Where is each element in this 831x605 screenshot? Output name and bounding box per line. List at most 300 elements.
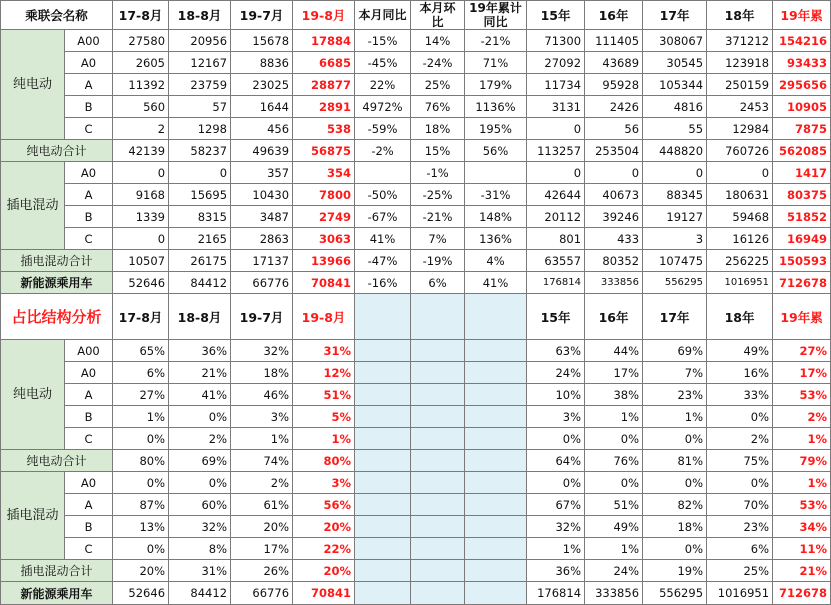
- t2-phev_c-cell: 17%: [231, 538, 293, 560]
- t1-bev_a-cell: 295656: [773, 74, 831, 96]
- t1-phev_b-cell: 51852: [773, 206, 831, 228]
- t1-row-bev-total: [1, 140, 831, 162]
- t2-phev_a0-cell: [411, 472, 465, 494]
- t1-nev_total-cell: 556295: [643, 272, 707, 294]
- t2-phev_a0-cell: 0%: [707, 472, 773, 494]
- t2-phev_a0-cell: 3%: [293, 472, 355, 494]
- t1-bev_a0-cell: 30545: [643, 52, 707, 74]
- t2-bev_c-cell: 0%: [113, 428, 169, 450]
- t1-phev_total-cell: 107475: [643, 250, 707, 272]
- t2-bev_a00-cell: 32%: [231, 340, 293, 362]
- t1-row-bev_a: [1, 74, 831, 96]
- t2-phev_b-cell: 23%: [707, 516, 773, 538]
- t1-bev_a-cell: 28877: [293, 74, 355, 96]
- t2-phev_a0-cell: 0%: [169, 472, 231, 494]
- t1-row-phev_c: [1, 228, 831, 250]
- t1-bev_a00-cell: 111405: [585, 30, 643, 52]
- t1-phev_a-cell: -25%: [411, 184, 465, 206]
- t1-phev_a-cell: 42644: [527, 184, 585, 206]
- t2-row-phev-total: [1, 560, 831, 582]
- t1-nev_total-cell: 84412: [169, 272, 231, 294]
- t1-phev_b-cell: 19127: [643, 206, 707, 228]
- t1-bev_a0-cell: 93433: [773, 52, 831, 74]
- t1-phev_total-cell: 80352: [585, 250, 643, 272]
- t1-bev_c-cell: 456: [231, 118, 293, 140]
- t1-phev_a-cell: 15695: [169, 184, 231, 206]
- t1-nev_total-cell: 333856: [585, 272, 643, 294]
- t2-row-bev_c: [1, 428, 831, 450]
- t2-nev_total-cell: [355, 582, 411, 605]
- header-row: [1, 1, 831, 30]
- ratio-header-m1708: 17-8月: [113, 294, 169, 340]
- header-y15: 15年: [527, 1, 585, 30]
- t2-phev_c-cell: 22%: [293, 538, 355, 560]
- t2-bev_b-cell: 5%: [293, 406, 355, 428]
- t2-phev_c-cell: 1%: [527, 538, 585, 560]
- t1-row-phev_b: [1, 206, 831, 228]
- t2-bev_total-cell: 81%: [643, 450, 707, 472]
- t2-bev_a00-cell: 63%: [527, 340, 585, 362]
- t2-bev_a00-cell: 44%: [585, 340, 643, 362]
- t1-bev_a00-cell: 154216: [773, 30, 831, 52]
- t2-phev_b-cell: 34%: [773, 516, 831, 538]
- t2-phev_total-cell: [355, 560, 411, 582]
- t2-bev_b-cell: 2%: [773, 406, 831, 428]
- t2-row-bev_b: [1, 406, 831, 428]
- t1-bev_c-cell: 195%: [465, 118, 527, 140]
- t1-bev_b-cell: 57: [169, 96, 231, 118]
- t2-phev_c-cell: [411, 538, 465, 560]
- t1-phev_c-cell: 3: [643, 228, 707, 250]
- t2-phev_a-cell: 82%: [643, 494, 707, 516]
- t1-phev_total-cell: 256225: [707, 250, 773, 272]
- t1-phev_total-cell: 63557: [527, 250, 585, 272]
- t1-bev_b-cell: 4972%: [355, 96, 411, 118]
- t1-phev_c-cell: 2863: [231, 228, 293, 250]
- t1-bev_c-cell: 1298: [169, 118, 231, 140]
- t1-bev_b-cell: 2453: [707, 96, 773, 118]
- t2-bev_b-cell: 3%: [231, 406, 293, 428]
- t1-row-nev-total: [1, 272, 831, 294]
- t2-bev_a00-cell: [355, 340, 411, 362]
- t2-phev_total-cell: 36%: [527, 560, 585, 582]
- ratio-header-m1908: 19-8月: [293, 294, 355, 340]
- t2-row-phev_c: [1, 538, 831, 560]
- t2-phev_b-cell: 20%: [293, 516, 355, 538]
- t1-bev_total-cell: 448820: [643, 140, 707, 162]
- t2-phev_total-cell: 31%: [169, 560, 231, 582]
- t2-nev_total-cell: 333856: [585, 582, 643, 605]
- t1-bev_b-cell: 76%: [411, 96, 465, 118]
- t2-bev_a-cell: 33%: [707, 384, 773, 406]
- t1-phev_a-cell: 7800: [293, 184, 355, 206]
- header-y16: 16年: [585, 1, 643, 30]
- t1-bev_a00-cell: 371212: [707, 30, 773, 52]
- t2-nev_total-cell: 70841: [293, 582, 355, 605]
- ratio-header-blank: [465, 294, 527, 340]
- subcategory-label: A: [65, 184, 113, 206]
- t2-bev_a0-cell: 17%: [773, 362, 831, 384]
- ratio-header-y15: 15年: [527, 294, 585, 340]
- phev-total-label: 插电混动合计: [1, 560, 113, 582]
- t1-bev_b-cell: 560: [113, 96, 169, 118]
- t1-phev_a0-cell: [465, 162, 527, 184]
- t1-nev_total-cell: 41%: [465, 272, 527, 294]
- t1-bev_c-cell: 18%: [411, 118, 465, 140]
- subcategory-label: A0: [65, 362, 113, 384]
- t2-bev_c-cell: [411, 428, 465, 450]
- t2-nev_total-cell: 556295: [643, 582, 707, 605]
- t2-phev_a-cell: 67%: [527, 494, 585, 516]
- t2-phev_a-cell: 87%: [113, 494, 169, 516]
- subcategory-label: A: [65, 494, 113, 516]
- t1-phev_total-cell: 150593: [773, 250, 831, 272]
- t2-phev_a-cell: 51%: [585, 494, 643, 516]
- t2-bev_b-cell: [355, 406, 411, 428]
- t2-phev_a-cell: 61%: [231, 494, 293, 516]
- t1-bev_a00-cell: 71300: [527, 30, 585, 52]
- t1-phev_c-cell: 2165: [169, 228, 231, 250]
- t1-phev_a0-cell: 0: [527, 162, 585, 184]
- t1-bev_a0-cell: 71%: [465, 52, 527, 74]
- t1-phev_b-cell: 148%: [465, 206, 527, 228]
- t2-phev_b-cell: 32%: [527, 516, 585, 538]
- t2-bev_b-cell: 1%: [585, 406, 643, 428]
- t2-bev_a0-cell: [465, 362, 527, 384]
- ratio-header-blank: [355, 294, 411, 340]
- t1-bev_a0-cell: -45%: [355, 52, 411, 74]
- ratio-header-blank: [411, 294, 465, 340]
- t1-phev_a0-cell: 0: [169, 162, 231, 184]
- t2-bev_a-cell: 53%: [773, 384, 831, 406]
- t2-nev_total-cell: 84412: [169, 582, 231, 605]
- t1-bev_total-cell: 253504: [585, 140, 643, 162]
- ratio-header-y17: 17年: [643, 294, 707, 340]
- t2-phev_a-cell: 70%: [707, 494, 773, 516]
- ratio-header-row: [1, 294, 831, 340]
- t1-phev_b-cell: 8315: [169, 206, 231, 228]
- t1-phev_c-cell: 801: [527, 228, 585, 250]
- t2-phev_c-cell: 0%: [113, 538, 169, 560]
- t2-phev_a0-cell: 1%: [773, 472, 831, 494]
- t1-bev_c-cell: 7875: [773, 118, 831, 140]
- t2-phev_total-cell: 21%: [773, 560, 831, 582]
- header-y18: 18年: [707, 1, 773, 30]
- t2-phev_a-cell: [465, 494, 527, 516]
- t1-row-phev_a: [1, 184, 831, 206]
- t1-phev_a0-cell: 0: [643, 162, 707, 184]
- t2-row-phev_a: [1, 494, 831, 516]
- t2-row-bev_a0: [1, 362, 831, 384]
- t1-bev_c-cell: -59%: [355, 118, 411, 140]
- t2-phev_a-cell: 60%: [169, 494, 231, 516]
- header-m1808: 18-8月: [169, 1, 231, 30]
- t1-phev_c-cell: 16126: [707, 228, 773, 250]
- t2-phev_a0-cell: 2%: [231, 472, 293, 494]
- t2-row-phev_b: [1, 516, 831, 538]
- t1-bev_a-cell: 23025: [231, 74, 293, 96]
- subcategory-label: B: [65, 516, 113, 538]
- t2-bev_c-cell: 0%: [585, 428, 643, 450]
- t1-phev_c-cell: 0: [113, 228, 169, 250]
- t2-bev_a-cell: 10%: [527, 384, 585, 406]
- t2-bev_a00-cell: 65%: [113, 340, 169, 362]
- t1-nev_total-cell: 6%: [411, 272, 465, 294]
- t2-bev_b-cell: 1%: [643, 406, 707, 428]
- t2-bev_a00-cell: 69%: [643, 340, 707, 362]
- t1-bev_total-cell: 42139: [113, 140, 169, 162]
- t1-phev_a0-cell: 0: [585, 162, 643, 184]
- t1-nev_total-cell: 52646: [113, 272, 169, 294]
- t1-phev_b-cell: 39246: [585, 206, 643, 228]
- t1-phev_a-cell: 9168: [113, 184, 169, 206]
- t1-bev_a-cell: 22%: [355, 74, 411, 96]
- t1-bev_a0-cell: -24%: [411, 52, 465, 74]
- t2-phev_b-cell: 49%: [585, 516, 643, 538]
- t1-phev_a-cell: 40673: [585, 184, 643, 206]
- t2-phev_a0-cell: 0%: [527, 472, 585, 494]
- t2-bev_c-cell: 1%: [231, 428, 293, 450]
- t2-phev_total-cell: [411, 560, 465, 582]
- t1-phev_total-cell: 13966: [293, 250, 355, 272]
- t2-bev_a-cell: 38%: [585, 384, 643, 406]
- bev-total-label: 纯电动合计: [1, 450, 113, 472]
- t2-bev_a00-cell: 36%: [169, 340, 231, 362]
- header-ytd_yoy: 19年累计同比: [465, 1, 527, 30]
- t1-phev_total-cell: 17137: [231, 250, 293, 272]
- subcategory-label: C: [65, 428, 113, 450]
- t1-bev_total-cell: -2%: [355, 140, 411, 162]
- t1-phev_b-cell: -67%: [355, 206, 411, 228]
- t1-bev_a00-cell: 27580: [113, 30, 169, 52]
- t2-phev_c-cell: 1%: [585, 538, 643, 560]
- t1-nev_total-cell: -16%: [355, 272, 411, 294]
- subcategory-label: A: [65, 384, 113, 406]
- t2-nev_total-cell: 52646: [113, 582, 169, 605]
- t1-bev_b-cell: 2426: [585, 96, 643, 118]
- t1-row-bev_a0: [1, 52, 831, 74]
- t2-phev_total-cell: 20%: [293, 560, 355, 582]
- t1-bev_total-cell: 56875: [293, 140, 355, 162]
- t1-nev_total-cell: 712678: [773, 272, 831, 294]
- t1-phev_c-cell: 3063: [293, 228, 355, 250]
- t2-row-bev-total: [1, 450, 831, 472]
- t1-bev_a-cell: 105344: [643, 74, 707, 96]
- t2-bev_c-cell: 1%: [293, 428, 355, 450]
- t1-bev_a0-cell: 6685: [293, 52, 355, 74]
- t1-bev_a00-cell: 17884: [293, 30, 355, 52]
- header-mom: 本月环比: [411, 1, 465, 30]
- t1-phev_b-cell: 1339: [113, 206, 169, 228]
- t1-bev_a00-cell: 15678: [231, 30, 293, 52]
- t1-phev_a0-cell: 0: [707, 162, 773, 184]
- t2-bev_b-cell: 3%: [527, 406, 585, 428]
- t2-nev_total-cell: 66776: [231, 582, 293, 605]
- t2-bev_a00-cell: [411, 340, 465, 362]
- t2-phev_a0-cell: 0%: [643, 472, 707, 494]
- t2-phev_a-cell: [355, 494, 411, 516]
- t2-bev_total-cell: 79%: [773, 450, 831, 472]
- t1-phev_b-cell: 2749: [293, 206, 355, 228]
- subcategory-label: A0: [65, 52, 113, 74]
- t2-bev_b-cell: 0%: [169, 406, 231, 428]
- t2-bev_total-cell: [465, 450, 527, 472]
- t2-bev_a-cell: 27%: [113, 384, 169, 406]
- t2-row-bev_a: [1, 384, 831, 406]
- t1-row-bev_c: [1, 118, 831, 140]
- category-bev: 纯电动: [1, 30, 65, 140]
- t2-phev_b-cell: 13%: [113, 516, 169, 538]
- t1-row-bev_a00: [1, 30, 831, 52]
- t2-phev_total-cell: 19%: [643, 560, 707, 582]
- t1-bev_total-cell: 562085: [773, 140, 831, 162]
- t2-phev_c-cell: 11%: [773, 538, 831, 560]
- t2-bev_a00-cell: 49%: [707, 340, 773, 362]
- t1-bev_a-cell: 11392: [113, 74, 169, 96]
- t2-bev_total-cell: 64%: [527, 450, 585, 472]
- t2-bev_c-cell: [465, 428, 527, 450]
- phev-total-label: 插电混动合计: [1, 250, 113, 272]
- nev-total-label: 新能源乘用车: [1, 272, 113, 294]
- t1-row-phev_a0: [1, 162, 831, 184]
- t2-row-phev_a0: [1, 472, 831, 494]
- t2-bev_c-cell: 1%: [773, 428, 831, 450]
- t1-phev_a-cell: 10430: [231, 184, 293, 206]
- t1-bev_a0-cell: 8836: [231, 52, 293, 74]
- t1-bev_total-cell: 113257: [527, 140, 585, 162]
- t1-bev_total-cell: 15%: [411, 140, 465, 162]
- t1-bev_a-cell: 95928: [585, 74, 643, 96]
- t2-phev_total-cell: 25%: [707, 560, 773, 582]
- t2-phev_a0-cell: [355, 472, 411, 494]
- subcategory-label: A0: [65, 162, 113, 184]
- t1-phev_total-cell: -47%: [355, 250, 411, 272]
- nev-total-label: 新能源乘用车: [1, 582, 113, 605]
- t2-nev_total-cell: 176814: [527, 582, 585, 605]
- t1-bev_c-cell: 2: [113, 118, 169, 140]
- t1-phev_a0-cell: [355, 162, 411, 184]
- t2-phev_c-cell: [465, 538, 527, 560]
- t2-phev_total-cell: 20%: [113, 560, 169, 582]
- t2-nev_total-cell: [465, 582, 527, 605]
- t1-bev_a-cell: 11734: [527, 74, 585, 96]
- t1-bev_c-cell: 56: [585, 118, 643, 140]
- header-m1908: 19-8月: [293, 1, 355, 30]
- subcategory-label: B: [65, 406, 113, 428]
- t1-nev_total-cell: 176814: [527, 272, 585, 294]
- t2-phev_a-cell: [411, 494, 465, 516]
- t1-phev_total-cell: -19%: [411, 250, 465, 272]
- t2-phev_a0-cell: [465, 472, 527, 494]
- t1-bev_a0-cell: 12167: [169, 52, 231, 74]
- subcategory-label: C: [65, 538, 113, 560]
- subcategory-label: A00: [65, 30, 113, 52]
- header-m1708: 17-8月: [113, 1, 169, 30]
- t1-bev_b-cell: 1644: [231, 96, 293, 118]
- subcategory-label: A0: [65, 472, 113, 494]
- t1-nev_total-cell: 1016951: [707, 272, 773, 294]
- category-phev: 插电混动: [1, 162, 65, 250]
- t1-phev_a0-cell: 1417: [773, 162, 831, 184]
- t2-bev_a0-cell: [411, 362, 465, 384]
- header-yoy: 本月同比: [355, 1, 411, 30]
- t2-bev_a0-cell: 17%: [585, 362, 643, 384]
- t1-phev_total-cell: 4%: [465, 250, 527, 272]
- t2-bev_a0-cell: 7%: [643, 362, 707, 384]
- table-body: [1, 1, 831, 605]
- t2-bev_a0-cell: 12%: [293, 362, 355, 384]
- t1-phev_a0-cell: 357: [231, 162, 293, 184]
- t2-phev_c-cell: 0%: [643, 538, 707, 560]
- t2-bev_a-cell: [465, 384, 527, 406]
- t2-phev_b-cell: [411, 516, 465, 538]
- t1-bev_a00-cell: 308067: [643, 30, 707, 52]
- ratio-header-y16: 16年: [585, 294, 643, 340]
- subcategory-label: B: [65, 206, 113, 228]
- t2-phev_b-cell: 32%: [169, 516, 231, 538]
- ratio-header-m1808: 18-8月: [169, 294, 231, 340]
- t2-bev_c-cell: 2%: [707, 428, 773, 450]
- t1-phev_c-cell: 16949: [773, 228, 831, 250]
- t2-bev_c-cell: [355, 428, 411, 450]
- t2-bev_c-cell: 2%: [169, 428, 231, 450]
- t1-bev_a0-cell: 123918: [707, 52, 773, 74]
- t2-nev_total-cell: 712678: [773, 582, 831, 605]
- ratio-header-m1907: 19-7月: [231, 294, 293, 340]
- t2-phev_a0-cell: 0%: [113, 472, 169, 494]
- t2-bev_b-cell: 0%: [707, 406, 773, 428]
- t1-phev_a-cell: -31%: [465, 184, 527, 206]
- t1-bev_c-cell: 55: [643, 118, 707, 140]
- t2-bev_total-cell: 76%: [585, 450, 643, 472]
- t1-phev_a0-cell: 354: [293, 162, 355, 184]
- t1-nev_total-cell: 66776: [231, 272, 293, 294]
- subcategory-label: C: [65, 228, 113, 250]
- t2-bev_a-cell: [355, 384, 411, 406]
- t1-bev_total-cell: 760726: [707, 140, 773, 162]
- t2-phev_total-cell: [465, 560, 527, 582]
- t1-phev_a-cell: 180631: [707, 184, 773, 206]
- t1-bev_b-cell: 1136%: [465, 96, 527, 118]
- t2-bev_a0-cell: 6%: [113, 362, 169, 384]
- t1-phev_b-cell: -21%: [411, 206, 465, 228]
- t1-phev_c-cell: 136%: [465, 228, 527, 250]
- ratio-header-y18: 18年: [707, 294, 773, 340]
- t2-phev_b-cell: 18%: [643, 516, 707, 538]
- t2-bev_total-cell: [355, 450, 411, 472]
- t2-phev_b-cell: 20%: [231, 516, 293, 538]
- t2-bev_a0-cell: 18%: [231, 362, 293, 384]
- t2-bev_total-cell: 74%: [231, 450, 293, 472]
- t2-bev_a0-cell: 24%: [527, 362, 585, 384]
- t1-row-phev-total: [1, 250, 831, 272]
- t1-bev_a00-cell: -15%: [355, 30, 411, 52]
- t2-bev_total-cell: [411, 450, 465, 472]
- t1-phev_total-cell: 26175: [169, 250, 231, 272]
- t1-phev_a0-cell: -1%: [411, 162, 465, 184]
- t1-phev_c-cell: 433: [585, 228, 643, 250]
- category-bev: 纯电动: [1, 340, 65, 450]
- t2-phev_b-cell: [355, 516, 411, 538]
- t1-phev_b-cell: 3487: [231, 206, 293, 228]
- t1-bev_a00-cell: 14%: [411, 30, 465, 52]
- header-name: 乘联会名称: [1, 1, 113, 30]
- t2-bev_total-cell: 80%: [293, 450, 355, 472]
- t2-bev_a0-cell: 16%: [707, 362, 773, 384]
- t1-bev_a-cell: 25%: [411, 74, 465, 96]
- t1-bev_total-cell: 56%: [465, 140, 527, 162]
- t1-phev_c-cell: 41%: [355, 228, 411, 250]
